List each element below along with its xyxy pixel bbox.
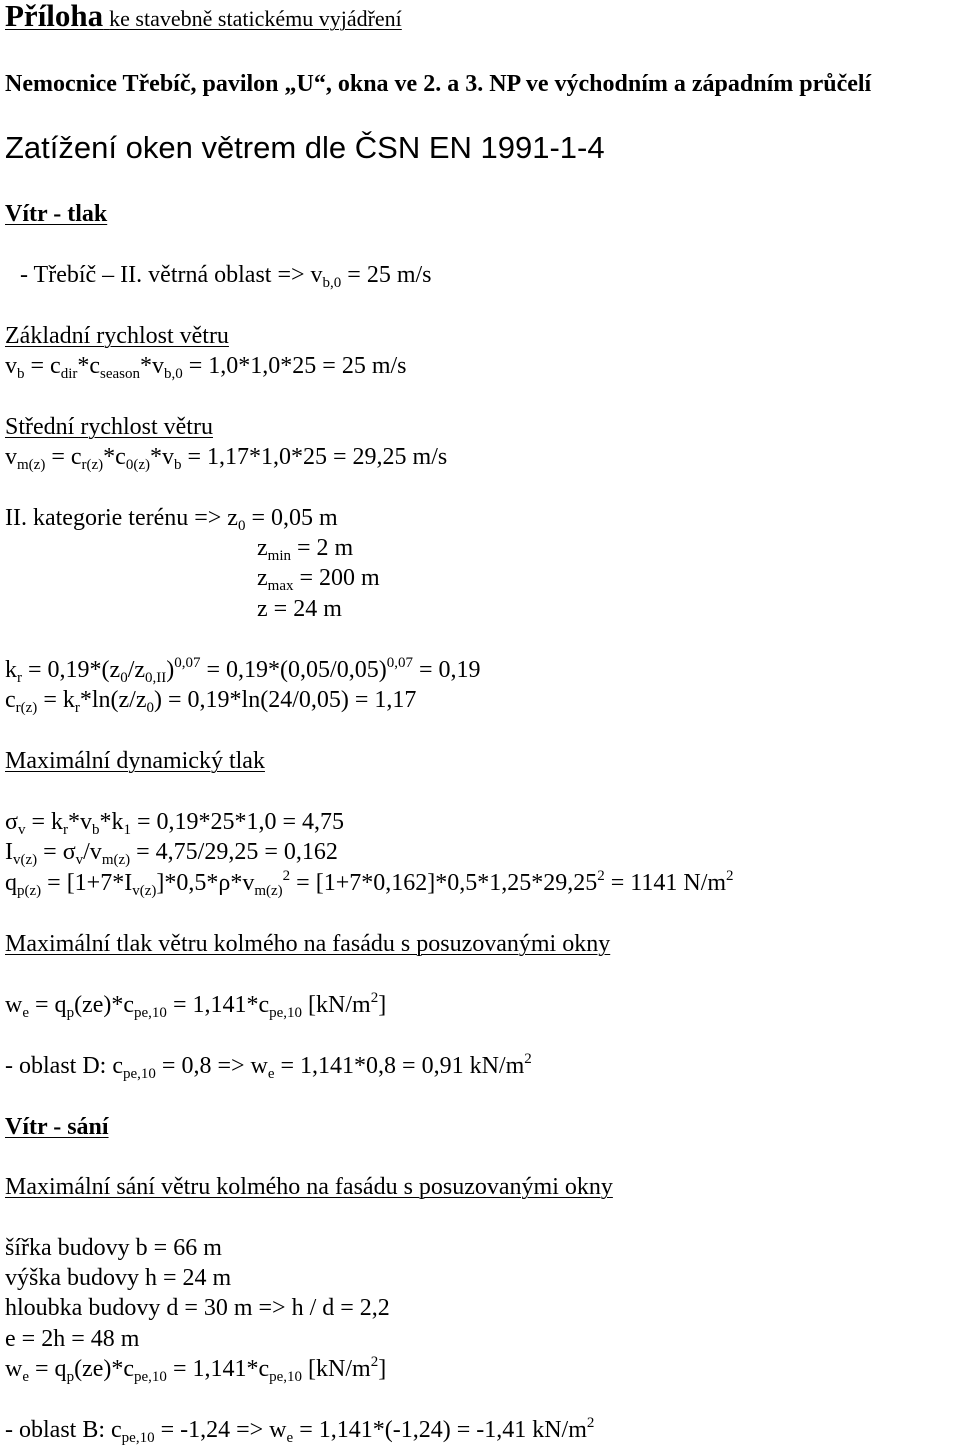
zone-d-equation: - oblast D: $c_{pe,10} = 0,8 => w_e = 1,141*0,8 = 0,91$ $kN/m^2$ <box>5 1051 532 1082</box>
zone-b-equation: - oblast B: $c_{pe,10} = -1,24 => w_e = 1,141*(-1,24) = -1,41$ $kN/m^2$ <box>5 1415 595 1446</box>
terrain-category-line: II. kategorie terénu => $z_0 = 0,05$ m <box>5 505 338 534</box>
mean-speed-heading: Střední rychlost větru <box>5 414 213 440</box>
basic-speed-equation: $v_b = c_{dir}*c_{season}*v_{b,0} = 1,0*1,0*25 = 25$ m/s <box>5 353 407 382</box>
building-depth: hloubka budovy d = 30 m => h / d = 2,2 <box>5 1295 390 1321</box>
section-heading-sani: Vítr - sání <box>5 1114 109 1140</box>
mean-speed-equation: $v_{m(z)} = c_{r(z)}*c_{0(z)}*v_b = 1,17*1,0*25 = 29,25$ m/s <box>5 444 448 473</box>
page-title: Příloha ke stavebně statickému vyjádření <box>5 0 402 33</box>
section-heading-tlak: Vítr - tlak <box>5 201 108 227</box>
sigma-equation: $\sigma_v = k_r*v_b*k_1 = 0,19*25*1,0 = 4,75$ <box>5 809 345 838</box>
we-equation-suction: $w_e = q_p(ze)*c_{pe,10} = 1,141*c_{pe,10}$ $[kN/m^2]$ <box>5 1354 387 1385</box>
wind-region-line: - Třebíč – II. větrná oblast => $v_{b,0} = 25$ m/s <box>20 262 432 291</box>
zmin-line: $z_{min} = 2$ m <box>257 535 354 564</box>
e-equation: e = 2h = 48 m <box>5 1326 140 1352</box>
building-width: šířka budovy b = 66 m <box>5 1235 222 1261</box>
max-pressure-heading: Maximální tlak větru kolmého na fasádu s posuzovanými okny <box>5 931 611 957</box>
max-dynamic-pressure-heading: Maximální dynamický tlak <box>5 748 265 774</box>
z-line: z = 24 m <box>257 596 342 622</box>
project-name: Nemocnice Třebíč, pavilon „U“, okna ve 2. a 3. NP ve východním a západním průčelí <box>5 71 872 97</box>
turbulence-intensity-equation: $I_{v(z)} = \sigma_v/v_{m(z)} = 4,75/29,25 = 0,162$ <box>5 839 338 868</box>
building-height: výška budovy h = 24 m <box>5 1265 232 1291</box>
cr-equation: $c_{r(z)} = k_r*\ln(z/z_0) = 0,19*\ln(24/0,05) = 1,17$ <box>5 687 417 716</box>
main-heading: Zatížení oken větrem dle ČSN EN 1991-1-4 <box>5 130 605 165</box>
basic-speed-heading: Základní rychlost větru <box>5 323 229 349</box>
peak-pressure-equation: $q_{p(z)} = [1+7*I_{v(z)}]*0,5*\rho*v_{m(z)}^2 = [1+7*0,162]*0,5*1,25*29,25^2 = 1141$ $N/m^2$ <box>5 868 734 899</box>
kr-equation: $k_r = 0,19*(z_0/z_{0,II})^{0,07} = 0,19*(0,05/0,05)^{0,07} = 0,19$ <box>5 655 481 686</box>
we-equation: $w_e = q_p(ze)*c_{pe,10} = 1,141*c_{pe,10}$ $[kN/m^2]$ <box>5 990 387 1021</box>
zmax-line: $z_{max} = 200$ m <box>257 565 380 594</box>
max-suction-heading: Maximální sání větru kolmého na fasádu s posuzovanými okny <box>5 1174 613 1200</box>
